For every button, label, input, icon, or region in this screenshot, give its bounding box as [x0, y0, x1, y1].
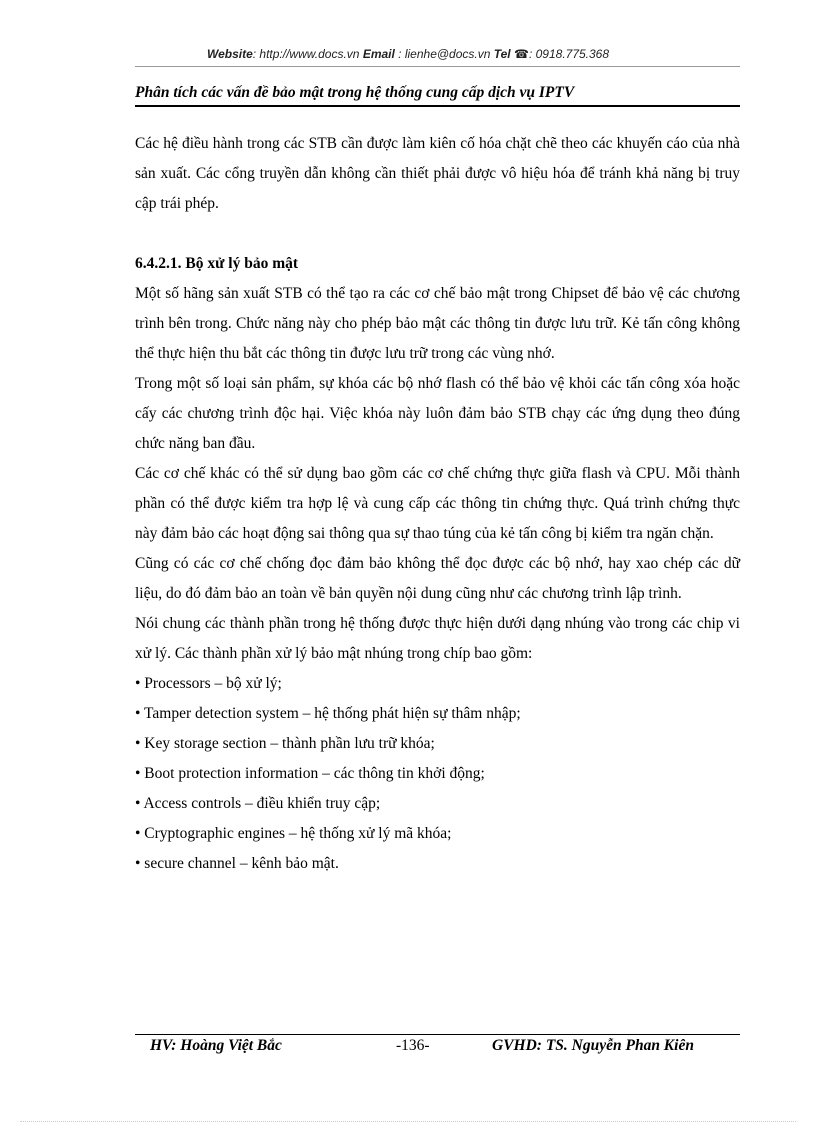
email-label: Email — [362, 47, 395, 61]
list-item: • secure channel – kênh bảo mật. — [135, 855, 339, 872]
footer-rule — [135, 1034, 740, 1035]
body-paragraph-2: Trong một số loại sản phẩm, sự khóa các bộ nhớ flash có thể bảo vệ khỏi các tấn công xóa hoặc cấy các chương trình độc hại. Việc khóa này luôn đảm bảo STB chạy các ứng dụng theo đúng chức năng ban đầu. — [135, 375, 740, 452]
tel-value: : 0918.775.368 — [528, 47, 610, 61]
component-list — [135, 669, 740, 879]
body-paragraph-4: Cũng có các cơ chế chống đọc đảm bảo không thể đọc được các bộ nhớ, hay xao chép các dữ liệu, do đó đảm bảo an toàn về bản quyền nội dung cũng như các chương trình lập trình. — [135, 555, 740, 602]
list-item: • Tamper detection system – hệ thống phát hiện sự thâm nhập; — [135, 705, 521, 722]
document-title: Phân tích các vấn đề bảo mật trong hệ thống cung cấp dịch vụ IPTV — [135, 84, 575, 101]
footer-student: HV: Hoàng Việt Bắc — [150, 1037, 282, 1054]
page-body — [135, 129, 740, 879]
phone-icon: ☎ — [514, 47, 529, 61]
footer-supervisor: GVHD: TS. Nguyễn Phan Kiên — [492, 1037, 694, 1054]
page-border — [20, 1121, 796, 1122]
list-item: • Key storage section – thành phần lưu trữ khóa; — [135, 735, 435, 752]
intro-paragraph: Các hệ điều hành trong các STB cần được làm kiên cố hóa chặt chẽ theo các khuyến cáo của nhà sản xuất. Các cổng truyền dẫn không cần thiết phải được vô hiệu hóa để tránh khả năng bị truy cập trái phép. — [135, 135, 740, 212]
email-value: : lienhe@docs.vn — [398, 47, 491, 61]
list-item: • Processors – bộ xử lý; — [135, 675, 282, 692]
spacer — [135, 219, 740, 249]
header-rule — [135, 66, 740, 67]
page-number: -136- — [396, 1037, 430, 1054]
body-paragraph-1: Một số hãng sản xuất STB có thể tạo ra các cơ chế bảo mật trong Chipset để bảo vệ các chương trình bên trong. Chức năng này cho phép bảo mật các thông tin được lưu trữ. Kẻ tấn công không thể thực hiện thu bắt các thông tin được lưu trữ trong các vùng nhớ. — [135, 285, 740, 362]
body-paragraph-5: Nói chung các thành phần trong hệ thống được thực hiện dưới dạng nhúng vào trong các chip vi xử lý. Các thành phần xử lý bảo mật nhúng trong chíp bao gồm: — [135, 615, 740, 662]
body-paragraph-3: Các cơ chế khác có thể sử dụng bao gồm các cơ chế chứng thực giữa flash và CPU. Mỗi thành phần có thể được kiểm tra hợp lệ và cung cấp các thông tin chứng thực. Quá trình chứng thực này đảm bảo các hoạt động sai thông qua sự thao túng của kẻ tấn công bị kiểm tra ngăn chặn. — [135, 465, 740, 542]
section-heading: 6.4.2.1. Bộ xử lý bảo mật — [135, 255, 299, 272]
website-label: Website — [206, 47, 253, 61]
list-item: • Cryptographic engines – hệ thống xử lý mã khóa; — [135, 825, 452, 842]
list-item: • Boot protection information – các thông tin khởi động; — [135, 765, 485, 782]
page-header — [0, 47, 816, 61]
title-rule — [135, 105, 740, 107]
website-value: : http://www.docs.vn — [252, 47, 360, 61]
tel-label: Tel — [493, 47, 511, 61]
list-item: • Access controls – điều khiển truy cập; — [135, 795, 381, 812]
